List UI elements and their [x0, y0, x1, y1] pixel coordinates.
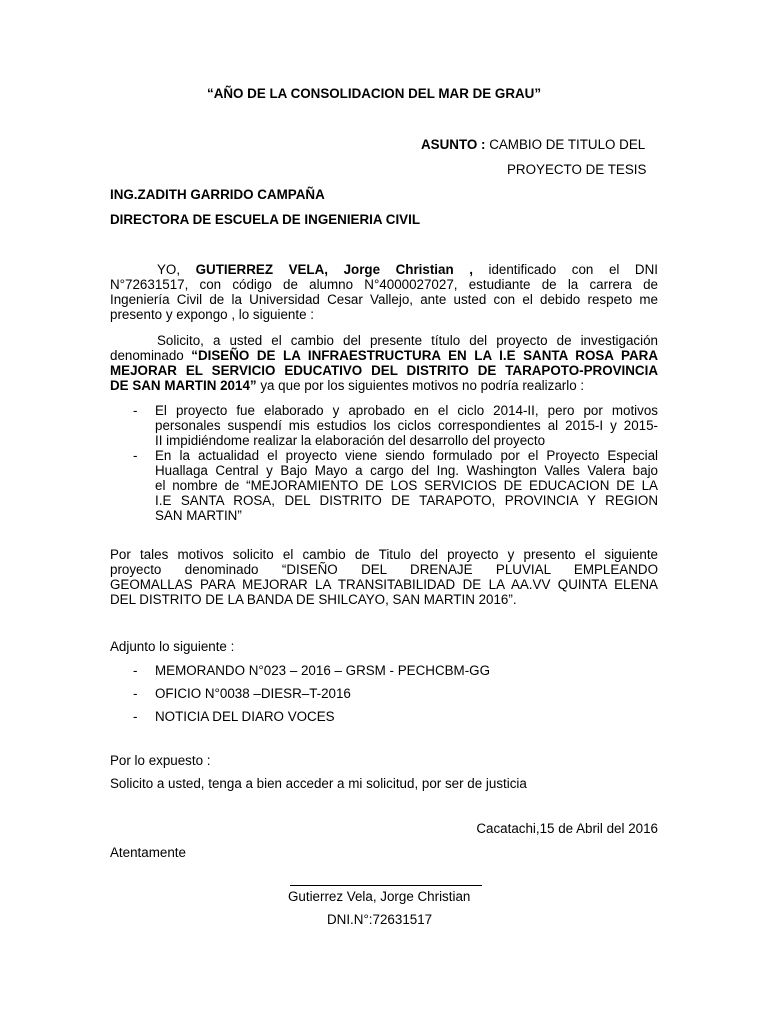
- por-lo-expuesto: Por lo expuesto :: [110, 753, 211, 768]
- list-item: -: [133, 663, 138, 678]
- asunto-label: ASUNTO :: [421, 137, 486, 152]
- reasons-list: [133, 403, 658, 523]
- intro-line-1: YO, GUTIERREZ VELA, Jorge Christian , identificado con el DNI: [157, 262, 658, 277]
- atentamente: Atentamente: [110, 845, 186, 860]
- asunto-line-1: [421, 137, 645, 152]
- header-motto: “AÑO DE LA CONSOLIDACION DEL MAR DE GRAU”: [207, 86, 542, 101]
- intro-line-4: presento y expongo , lo siguiente :: [110, 307, 314, 322]
- place-date: Cacatachi,15 de Abril del 2016: [476, 821, 658, 836]
- request-paragraph: [110, 333, 658, 393]
- recipient-position: DIRECTORA DE ESCUELA DE INGENIERIA CIVIL: [110, 212, 420, 227]
- request-line-4: DE SAN MARTIN 2014” ya que por los siguientes motivos no podría realizarlo :: [110, 378, 585, 393]
- student-name: GUTIERREZ VELA, Jorge Christian ,: [195, 262, 473, 277]
- intro-paragraph: [110, 262, 658, 322]
- request-line-2: denominado “DISEÑO DE LA INFRAESTRUCTURA EN LA I.E SANTA ROSA PARA: [110, 348, 658, 363]
- attachment-memorando: MEMORANDO N°023 – 2016 – GRSM - PECHCBM-GG: [155, 663, 490, 678]
- request-line-1: Solicito, a usted el cambio del presente título del proyecto de investigación: [157, 333, 658, 348]
- asunto-text-1: CAMBIO DE TITULO DEL: [485, 137, 646, 152]
- attachments-heading: Adjunto lo siguiente :: [110, 639, 235, 654]
- new-title-line-1: Por tales motivos solicito el cambio de Titulo del proyecto y presento el siguiente: [110, 547, 658, 562]
- new-title-line-3: GEOMALLAS PARA MEJORAR LA TRANSITABILIDAD DE LA AA.VV QUINTA ELENA: [110, 577, 658, 592]
- request-line-3: MEJORAR EL SERVICIO EDUCATIVO DEL DISTRITO DE TARAPOTO-PROVINCIA: [110, 363, 658, 378]
- list-item: - El proyecto fue elaborado y aprobado en el ciclo 2014-II, pero por motivos personales suspendí mis estudios los ciclos correspondientes al 2015-I y 2015- II impidiéndome realizar la elaboración del desarrollo del proyecto: [133, 403, 658, 448]
- new-title-paragraph: [110, 547, 658, 607]
- asunto-line-2: PROYECTO DE TESIS: [507, 162, 647, 177]
- attachment-noticia: NOTICIA DEL DIARO VOCES: [155, 709, 335, 724]
- recipient-name: ING.ZADITH GARRIDO CAMPAÑA: [110, 187, 325, 202]
- attachment-oficio: OFICIO N°0038 –DIESR–T-2016: [155, 686, 351, 701]
- signature-name: Gutierrez Vela, Jorge Christian: [288, 889, 471, 904]
- signature-dni: DNI.N°:72631517: [327, 912, 433, 927]
- intro-line-3: Ingeniería Civil de la Universidad Cesar Vallejo, ante usted con el debido respeto me: [110, 292, 658, 307]
- list-item: -: [133, 709, 138, 724]
- signature-line: [290, 885, 482, 886]
- list-item: -: [133, 686, 138, 701]
- new-title-line-4: DEL DISTRITO DE LA BANDA DE SHILCAYO, SAN MARTIN 2016”.: [110, 592, 517, 607]
- list-item: - En la actualidad el proyecto viene siendo formulado por el Proyecto Especial Huallaga Central y Bajo Mayo a cargo del Ing. Washington Valles Valera bajo el nombre de “MEJORAMIENTO DE LOS SERVICIOS DE EDUCACION DE LA I.E SANTA ROSA, DEL DISTRITO DE TARAPOTO, PROVINCIA Y REGION SAN MARTIN”: [133, 448, 658, 523]
- closing-request: Solicito a usted, tenga a bien acceder a mi solicitud, por ser de justicia: [110, 776, 527, 791]
- new-title-line-2: proyecto denominado “DISEÑO DEL DRENAJE PLUVIAL EMPLEANDO: [110, 562, 658, 577]
- intro-line-2: N°72631517, con código de alumno N°4000027027, estudiante de la carrera de: [110, 277, 658, 292]
